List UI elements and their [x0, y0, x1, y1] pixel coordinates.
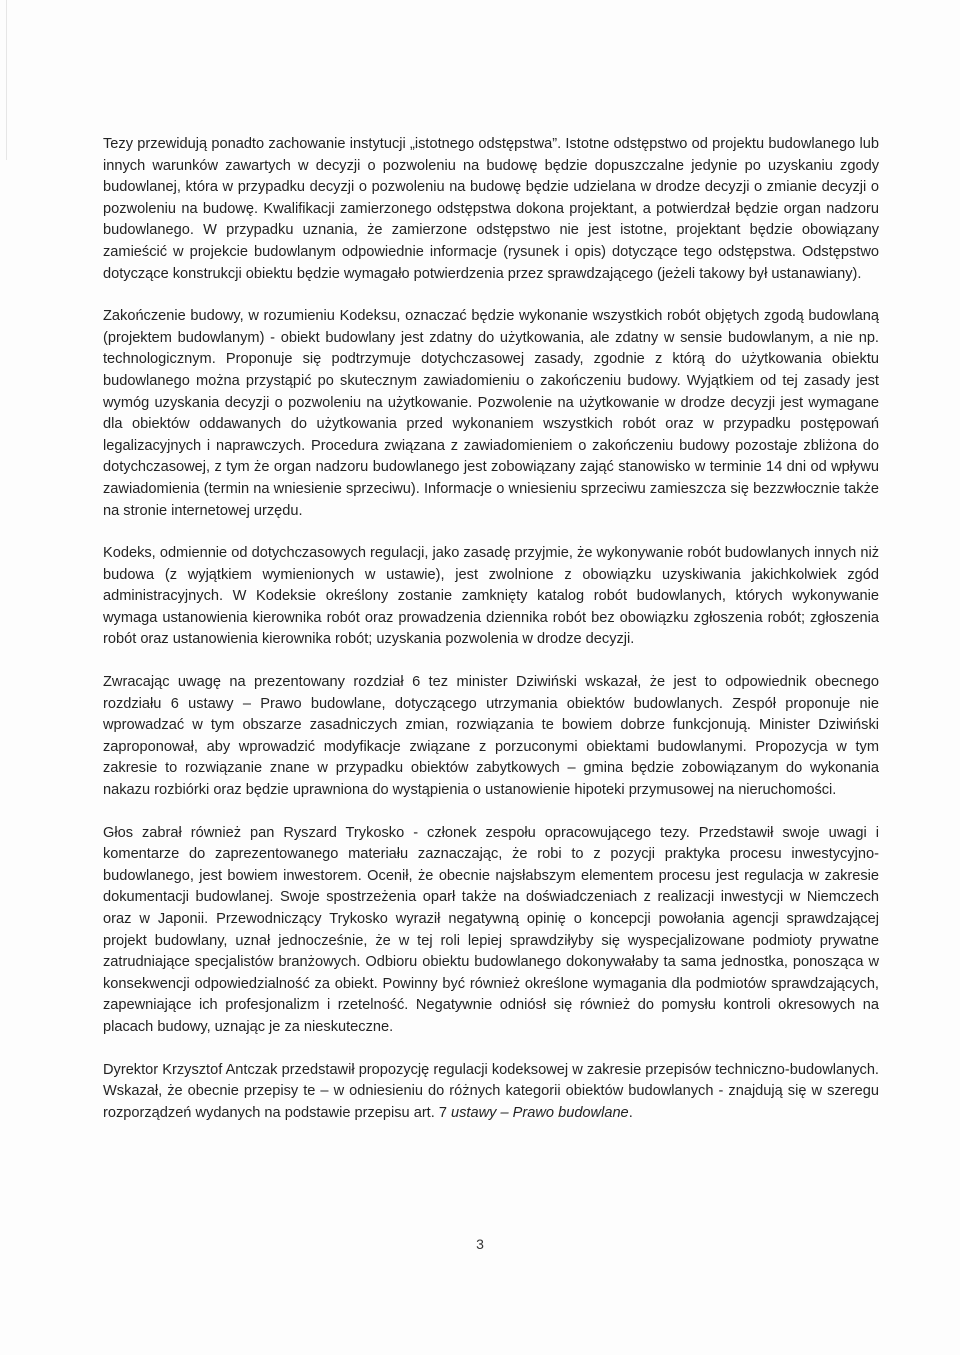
law-title-italic: ustawy – Prawo budowlane: [451, 1104, 629, 1121]
paragraph-roboty-budowlane: Kodeks, odmiennie od dotychczasowych regulacji, jako zasadę przyjmie, że wykonywanie robót budowlanych innych niż budowa (z wyjątkiem wymienionych w ustawie), jest zwolnione z obowiązku uzyskiwania jakichkolwiek zgód administracyjnych. W Kodeksie określony zostanie zamknięty katalog robót budowlanych, których wykonywanie wymaga ustanowienia kierownika robót oraz prowadzenia dziennika robót bez obowiązku zgłoszenia robót; zgłoszenia robót oraz ustanowienia kierownika robót; uzyskania pozwolenia w drodze decyzji.: [103, 545, 879, 648]
paragraph-antczak-end: .: [628, 1104, 633, 1121]
paragraph-istotne-odstepstwo: Tezy przewidują ponadto zachowanie instytucji „istotnego odstępstwa”. Istotne odstępstwo od projektu budowlanego lub innych warunków zawartych w decyzji o pozwoleniu na budowę będzie dopuszczalne jedynie po uzyskaniu zgody budowlanej, która w przypadku decyzji o pozwoleniu na budowę będzie udzielana w drodze decyzji o zmianie decyzji o pozwoleniu na budowę. Kwalifikacji zamierzonego odstępstwa dokona projektant, a potwierdzał będzie organ nadzoru budowlanego. W przypadku uznania, że zamierzone odstępstwo nie jest istotne, projektant będzie obowiązany zamieścić w projekcie budowlanym odpowiednie informacje (rysunek i opis) dotyczące tego odstępstwa. Odstępstwo dotyczące konstrukcji obiektu będzie wymagało potwierdzenia przez sprawdzającego (jeżeli takowy był ustanawiany).: [103, 136, 879, 282]
paragraph-zakonczenie-budowy: Zakończenie budowy, w rozumieniu Kodeksu, oznaczać będzie wykonanie wszystkich robót objętych zgodą budowlaną (projektem budowlanym) - obiekt budowlany jest zdatny do użytkowania, ale zdatny w sensie budowlanym, a nie np. technologicznym. Proponuje się podtrzymuje dotychczasowej zasady, zgodnie z którą do użytkowania obiektu budowlanego można przystąpić po skutecznym zawiadomieniu o zakończeniu budowy. Wyjątkiem od tej zasady jest wymóg uzyskania decyzji o pozwoleniu na użytkowanie. Pozwolenie na użytkowanie w drodze decyzji jest wymagane dla obiektów oddawanych do użytkowania przed wykonaniem wszystkich robót oraz w przypadku postępowań legalizacyjnych i naprawczych. Procedura związana z zawiadomieniem o zakończeniu budowy pozostaje zbliżona do dotychczasowej, z tym że organ nadzoru budowlanego jest zobowiązany zająć stanowisko w terminie 14 dni od wpływu zawiadomienia (termin na wniesienie sprzeciwu). Informacje o wniesieniu sprzeciwu zamieszcza się bezzwłocznie także na stronie internetowej urzędu.: [103, 308, 879, 519]
paragraph-antczak-text: Dyrektor Krzysztof Antczak przedstawił propozycję regulacji kodeksowej w zakresie przepisów techniczno-budowlanych. Wskazał, że obecnie przepisy te – w odniesieniu do różnych kategorii obiektów budowlanych - znajdują się w szeregu rozporządzeń wydanych na podstawie przepisu art. 7: [103, 1061, 879, 1121]
paragraph-rozdzial-6: Zwracając uwagę na prezentowany rozdział 6 tez minister Dziwiński wskazał, że jest to odpowiednik obecnego rozdziału 6 ustawy – Prawo budowlane, dotyczącego utrzymania obiektów budowlanych. Zespół proponuje nie wprowadzać w tym obszarze zasadniczych zmian, rozwiązania te bowiem dobrze funkcjonują. Minister Dziwiński zaproponował, aby wprowadzić modyfikacje związane z porzuconymi obiektami budowlanymi. Propozycja w tym zakresie to rozwiązanie znane w przypadku obiektów zabytkowych – gmina będzie zobowiązanym do wykonania nakazu rozbiórki oraz będzie uprawniona do wystąpienia o ustanowienie hipoteki przymusowej na nieruchomości.: [103, 674, 879, 799]
paragraph-krzysztof-antczak: [103, 1060, 879, 1125]
paragraph-ryszard-trykosko: Głos zabrał również pan Ryszard Trykosko - członek zespołu opracowującego tezy. Przedstawił swoje uwagi i komentarze do zaprezentowanego materiału zaznaczając, że robi to z pozycji praktyka procesu inwestycyjno-budowlanego, jest bowiem inwestorem. Ocenił, że obecnie najsłabszym elementem procesu jest regulacja w zakresie dokumentacji budowlanej. Swoje spostrzeżenia oparł także na doświadczeniach z realizacji inwestycji w Niemczech oraz w Japonii. Przewodniczący Trykosko wyraził negatywną opinię o koncepcji powołania agencji sprawdzającej projekt budowlany, uznał jednocześnie, że w tej roli lepiej sprawdziłyby się wyspecjalizowane podmioty prywatne zatrudniające specjalistów branżowych. Odbioru obiektu budowlanego dokonywałaby ta sama jednostka, ponosząca w konsekwencji odpowiedzialność za obiekt. Powinny być również określone wymagania dla podmiotów sprawdzających, zapewniające ich profesjonalizm i rzetelność. Negatywnie odniósł się również do pomysłu kontroli okresowych na placach budowy, uznając je za nieskuteczne.: [103, 824, 879, 1035]
page-number: 3: [476, 1236, 484, 1252]
document-body: [103, 134, 879, 1124]
scan-edge-line: [6, 0, 7, 160]
